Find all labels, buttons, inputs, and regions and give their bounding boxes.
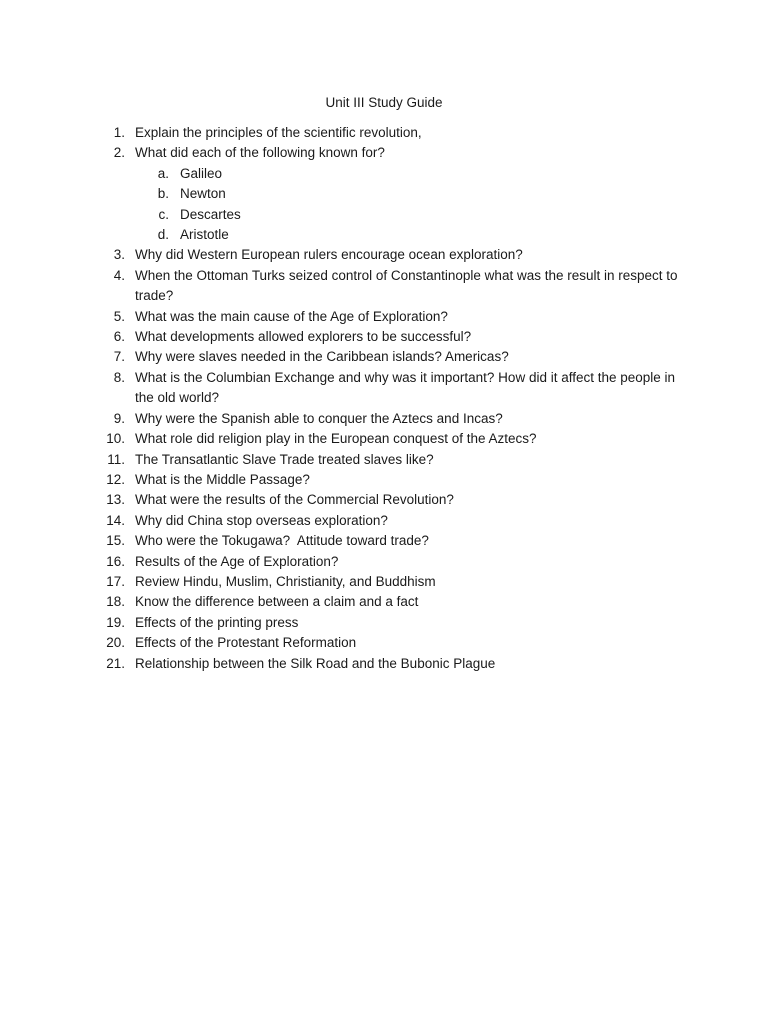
sub-item-letter: a. xyxy=(157,165,169,181)
question-text: What is the Columbian Exchange and why was it important? How did it affect the people in the old world? xyxy=(135,369,676,406)
question-text: What was the main cause of the Age of Exploration? xyxy=(135,308,448,324)
question-number: 10. xyxy=(106,431,125,447)
question-item-18 xyxy=(0,592,768,612)
sub-question-list xyxy=(135,164,688,246)
question-item-9 xyxy=(0,409,768,429)
question-number: 1. xyxy=(113,125,125,140)
question-item-17 xyxy=(0,572,768,592)
question-number: 17. xyxy=(106,573,125,589)
question-text: Why did China stop overseas exploration? xyxy=(135,512,388,528)
question-item-7 xyxy=(0,347,768,367)
sub-item-d xyxy=(135,225,688,245)
sub-item-b xyxy=(135,184,688,204)
sub-item-text: Newton xyxy=(180,186,226,202)
page-title: Unit III Study Guide xyxy=(325,95,443,110)
question-number: 3. xyxy=(113,247,125,263)
question-item-10 xyxy=(0,429,768,449)
question-number: 14. xyxy=(106,512,125,528)
sub-item-c xyxy=(135,205,688,225)
question-item-4 xyxy=(0,266,768,307)
question-item-5 xyxy=(0,307,768,327)
question-text: Relationship between the Silk Road and the Bubonic Plague xyxy=(135,655,496,671)
sub-item-letter: c. xyxy=(158,206,169,222)
sub-item-a xyxy=(135,164,688,184)
question-item-12 xyxy=(0,470,768,490)
sub-item-text: Descartes xyxy=(180,206,241,222)
question-number: 19. xyxy=(106,614,125,630)
question-number: 2. xyxy=(113,145,125,161)
question-text: Know the difference between a claim and a fact xyxy=(135,594,419,610)
question-item-3 xyxy=(0,245,768,265)
question-number: 18. xyxy=(106,594,125,610)
question-item-15 xyxy=(0,531,768,551)
sub-item-text: Aristotle xyxy=(180,227,229,243)
question-item-19 xyxy=(0,613,768,633)
question-text: Effects of the Protestant Reformation xyxy=(135,635,357,651)
sub-item-text: Galileo xyxy=(180,165,223,181)
question-text: What did each of the following known for? xyxy=(135,145,385,161)
question-item-8 xyxy=(0,368,768,409)
question-number: 15. xyxy=(106,533,125,549)
question-text: Why were the Spanish able to conquer the Aztecs and Incas? xyxy=(135,410,503,426)
question-item-20 xyxy=(0,633,768,653)
question-list xyxy=(0,123,768,674)
question-text: Explain the principles of the scientific revolution, xyxy=(135,125,422,140)
question-text: What developments allowed explorers to be successful? xyxy=(135,329,472,345)
question-text: What role did religion play in the European conquest of the Aztecs? xyxy=(135,431,537,447)
question-item-2 xyxy=(0,143,768,245)
sub-item-letter: d. xyxy=(157,227,169,243)
question-number: 7. xyxy=(113,349,125,365)
question-item-16 xyxy=(0,552,768,572)
question-item-13 xyxy=(0,490,768,510)
question-number: 16. xyxy=(106,553,125,569)
question-number: 9. xyxy=(113,410,125,426)
question-number: 4. xyxy=(113,267,125,283)
question-item-11 xyxy=(0,450,768,470)
question-number: 12. xyxy=(106,471,125,487)
question-item-6 xyxy=(0,327,768,347)
question-text: Review Hindu, Muslim, Christianity, and Buddhism xyxy=(135,573,436,589)
question-number: 6. xyxy=(113,329,125,345)
question-text: Who were the Tokugawa? Attitude toward trade? xyxy=(135,533,429,549)
question-number: 13. xyxy=(106,492,125,508)
question-item-1 xyxy=(0,123,768,143)
question-text: What is the Middle Passage? xyxy=(135,471,310,487)
question-number: 8. xyxy=(113,369,125,385)
question-text: Effects of the printing press xyxy=(135,614,299,630)
question-item-21 xyxy=(0,654,768,674)
question-number: 21. xyxy=(106,655,125,671)
question-text: Why did Western European rulers encourage ocean exploration? xyxy=(135,247,523,263)
question-text: What were the results of the Commercial Revolution? xyxy=(135,492,454,508)
question-text: When the Ottoman Turks seized control of Constantinople what was the result in respect to trade? xyxy=(135,267,678,304)
question-item-14 xyxy=(0,511,768,531)
question-number: 5. xyxy=(113,308,125,324)
question-text: Why were slaves needed in the Caribbean islands? Americas? xyxy=(135,349,509,365)
question-number: 11. xyxy=(107,451,125,467)
sub-item-letter: b. xyxy=(157,186,169,202)
question-text: Results of the Age of Exploration? xyxy=(135,553,339,569)
question-number: 20. xyxy=(106,635,125,651)
question-text: The Transatlantic Slave Trade treated slaves like? xyxy=(135,451,434,467)
